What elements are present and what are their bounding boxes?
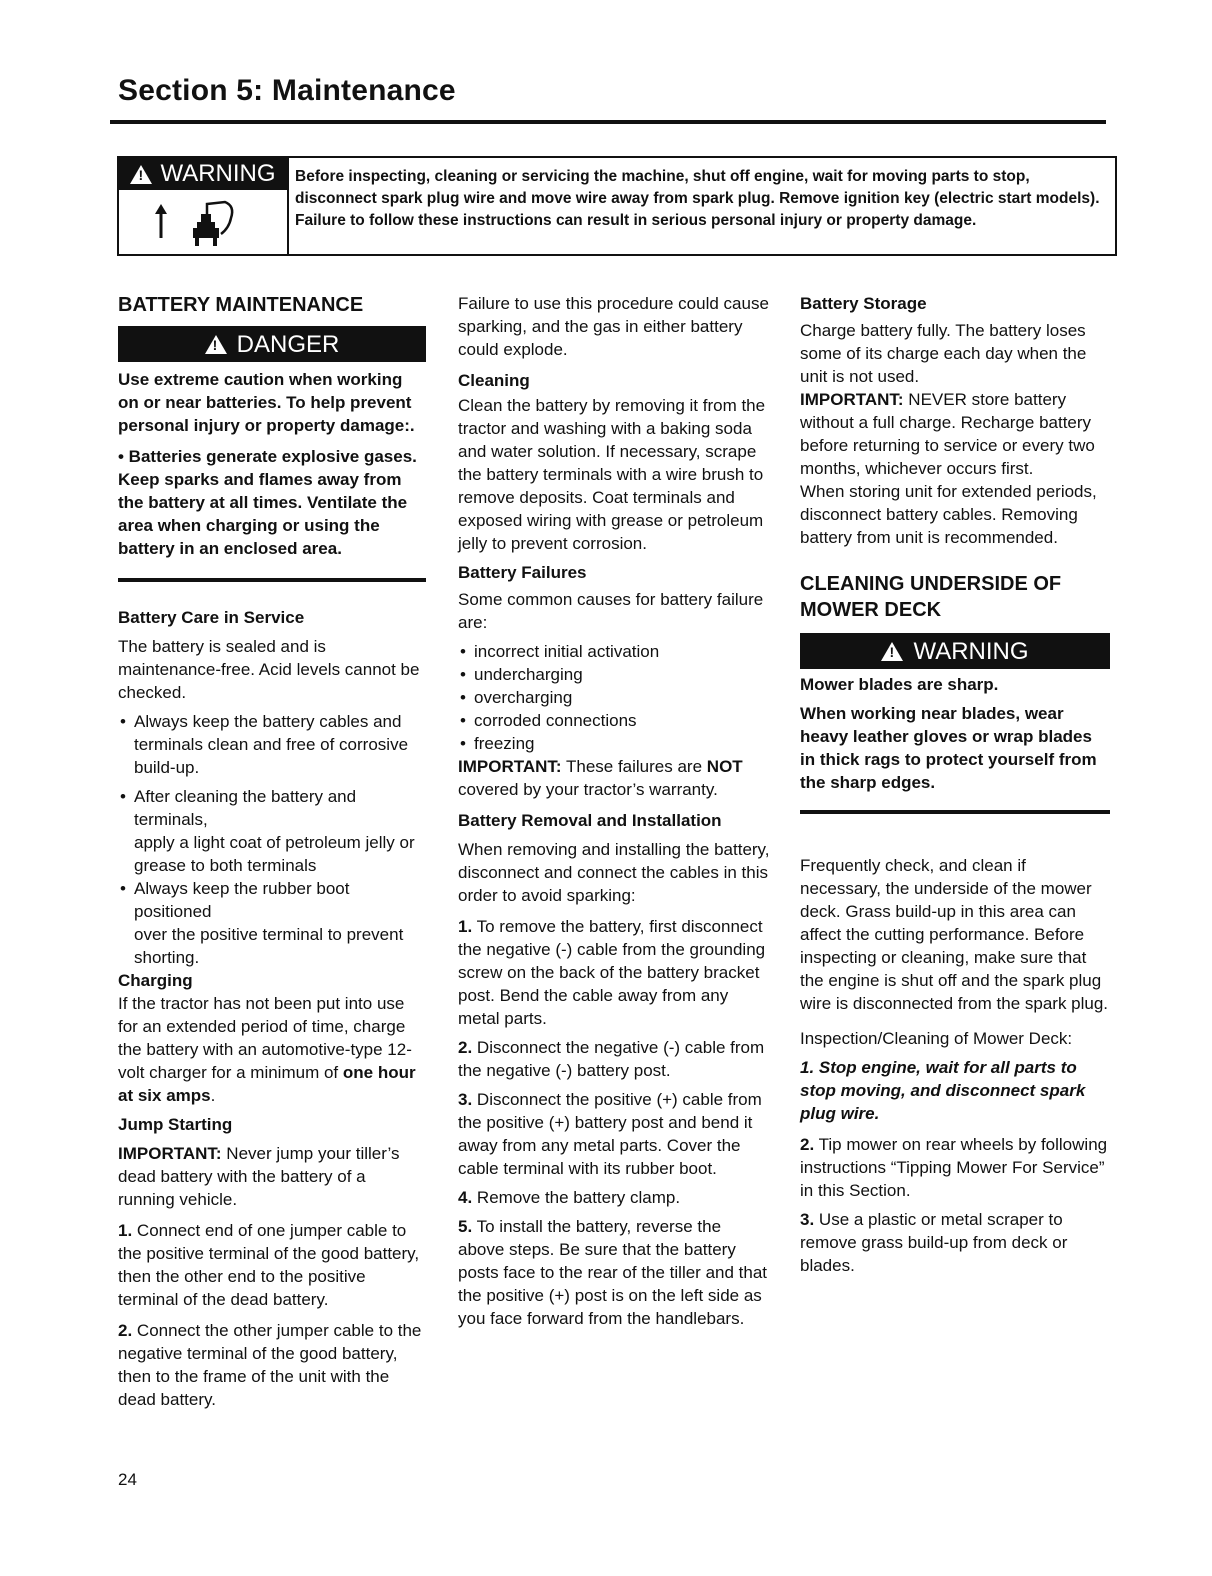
care-b3-continued: over the positive terminal to prevent shorting. [134,925,404,967]
care-text: The battery is sealed and is maintenance-free. Acid levels cannot be checked. [118,637,420,702]
cleaning-text: Clean the battery by removing it from the tractor and washing with a baking soda and water solution. If necessary, scrape the battery terminals with a wire brush to remove deposits. Coat terminals and exposed wiring with grease or petroleum jelly to prevent corrosion. [458,396,766,553]
list-item: • Always keep the rubber boot positioned [118,877,426,923]
list-item: • incorrect initial activation [458,640,770,663]
deck-step-2-text: Tip mower on rear wheels by following instructions “Tipping Mower For Service” in this Section. [800,1135,1108,1200]
charging-text-bold: one hour at six amps [118,1063,416,1105]
warning-line-1: Before inspecting, cleaning or servicing the machine, shut off engine, wait for moving parts to stop, disconnect spark plug wire and move wire away from spark plug. Remove ignition key (electric start models). [295,168,1100,207]
blade-warning-1: Mower blades are sharp. [800,675,999,694]
jump-step-2-text: Connect the other jumper cable to the negative terminal of the good battery, then to the frame of the unit with the dead battery. [118,1321,422,1409]
deck-step-2-num: 2. [800,1135,815,1154]
list-item: • corroded connections [458,709,770,732]
deck-text: Frequently check, and clean if necessary, the underside of the mower deck. Grass build-up in this area can affect the cutting performance. Before inspecting or cleaning, make sure that the engine is shut off and the spark plug wire is disconnected from the spark plug. [800,856,1109,1013]
jump-step-1 [118,1219,426,1311]
warning-label [119,158,287,190]
jump-text [118,1142,426,1211]
danger-label: DANGER [236,330,340,358]
procedure-intro: Failure to use this procedure could cause sparking, and the gas in either battery could explode. [458,294,769,359]
deck-step-2 [800,1133,1110,1202]
column-3 [800,292,1110,1277]
storage-text: Charge battery fully. The battery loses some of its charge each day when the unit is not used. [800,321,1087,386]
jump-heading: Jump Starting [118,1115,233,1134]
list-item: • undercharging [458,663,770,686]
removal-step-4 [458,1186,770,1209]
care-list-3 [118,877,426,923]
removal-step-5 [458,1215,770,1330]
warning-divider [287,158,289,254]
jump-important: IMPORTANT: [118,1144,222,1163]
failures-note [458,755,770,801]
warning-triangle-icon [881,642,903,661]
removal-step-3-text: Disconnect the positive (+) cable from the positive (+) battery post and bend it away from any metal parts. Cover the cable terminal with its rubber boot. [458,1090,762,1178]
jump-text-main: Never jump your tiller’s dead battery with the battery of a running vehicle. [118,1144,400,1209]
deck-step-3 [800,1208,1110,1277]
disconnect-spark-plug-icon [139,194,279,250]
column-1 [118,292,426,1411]
charging-text [118,992,426,1107]
list-item: • After cleaning the battery and terminals, [118,785,426,831]
charging-text-end: . [210,1086,216,1105]
care-heading: Battery Care in Service [118,608,305,627]
cleaning-heading: Cleaning [458,371,530,390]
care-list-2 [118,785,426,831]
failures-heading: Battery Failures [458,563,587,582]
failures-note-a: These failures are [565,757,703,776]
removal-step-2-text: Disconnect the negative (-) cable from the negative (-) battery post. [458,1038,765,1080]
removal-step-5-text: To install the battery, reverse the above steps. Be sure that the battery posts face to the rear of the tiller and that the positive (+) post is on the left side as you face forward from the handlebars. [458,1217,768,1328]
danger-triangle-icon [205,335,227,354]
failures-list [458,640,770,755]
column-2 [458,292,770,1330]
charging-text-main: If the tractor has not been put into use for an extended period of time, charge the battery with an automotive-type 12-volt charger for a minimum of [118,994,412,1082]
warning-text [295,166,1107,232]
warning-line-2: Failure to follow these instructions can result in serious personal injury or property damage. [295,212,977,229]
title-rule [110,120,1106,124]
jump-step-1-text: Connect end of one jumper cable to the positive terminal of the good battery, then the other end to the positive terminal of the dead battery. [118,1221,420,1309]
danger-text: Use extreme caution when working on or near batteries. To help prevent personal injury or property damage:. [118,370,415,435]
jump-step-1-num: 1. [118,1221,133,1240]
battery-maintenance-heading: BATTERY MAINTENANCE [118,294,364,316]
deck-subheading: Inspection/Cleaning of Mower Deck: [800,1029,1073,1048]
removal-step-4-num: 4. [458,1188,473,1207]
removal-step-2 [458,1036,770,1082]
danger-banner [118,326,426,362]
removal-heading: Battery Removal and Installation [458,811,722,830]
removal-step-1-num: 1. [458,917,473,936]
failures-text: Some common causes for battery failure are: [458,590,764,632]
jump-step-2-num: 2. [118,1321,133,1340]
warning-banner-label: WARNING [913,637,1029,665]
care-list [118,710,426,779]
list-item: • freezing [458,732,770,755]
page-number: 24 [118,1470,137,1489]
removal-step-1-text: To remove the battery, first disconnect the negative (-) cable from the grounding screw on the back of the battery bracket post. Bend the cable away from any metal parts. [458,917,766,1028]
care-b2-continued: apply a light coat of petroleum jelly or grease to both terminals [134,833,415,875]
removal-step-1 [458,915,770,1030]
list-item: • Always keep the battery cables and terminals clean and free of corrosive build-up. [118,710,426,779]
removal-step-3 [458,1088,770,1180]
storage-important: IMPORTANT: [800,390,904,409]
deck-step-3-text: Use a plastic or metal scraper to remove grass build-up from deck or blades. [800,1210,1068,1275]
storage-important-text [800,388,1110,480]
failures-note-not: NOT [706,757,743,776]
warning-banner [800,633,1110,669]
failures-important: IMPORTANT: [458,757,562,776]
removal-step-4-text: Remove the battery clamp. [476,1188,681,1207]
deck-step-1: 1. Stop engine, wait for all parts to stop moving, and disconnect spark plug wire. [800,1058,1086,1123]
failures-note-b: covered by your tractor’s warranty. [458,780,718,799]
removal-step-3-num: 3. [458,1090,473,1109]
storage-text-2: NEVER store battery without a full charge. Recharge battery before returning to service or every two months, whichever occurs first. [800,390,1095,478]
top-warning-box [117,156,1117,256]
jump-step-2 [118,1319,426,1411]
removal-step-2-num: 2. [458,1038,473,1057]
warning-label-text: WARNING [160,160,276,187]
removal-text: When removing and installing the battery, disconnect and connect the cables in this order to avoid sparking: [458,840,770,905]
danger-rule [118,578,426,582]
blade-warning-2: When working near blades, wear heavy leather gloves or wrap blades in thick rags to protect yourself from the sharp edges. [800,704,1097,792]
warning-rule [800,810,1110,814]
storage-text-3: When storing unit for extended periods, disconnect battery cables. Removing battery from unit is recommended. [800,482,1097,547]
storage-heading: Battery Storage [800,294,927,313]
page-title: Section 5: Maintenance [118,74,456,107]
warning-triangle-icon [130,165,152,184]
danger-bullet: • Batteries generate explosive gases. Keep sparks and flames away from the battery at all times. Ventilate the area when charging or using the battery in an enclosed area. [118,447,417,558]
list-item: • overcharging [458,686,770,709]
deck-step-3-num: 3. [800,1210,815,1229]
charging-heading: Charging [118,971,193,990]
deck-heading: CLEANING UNDERSIDE OF MOWER DECK [800,573,1062,621]
removal-step-5-num: 5. [458,1217,473,1236]
